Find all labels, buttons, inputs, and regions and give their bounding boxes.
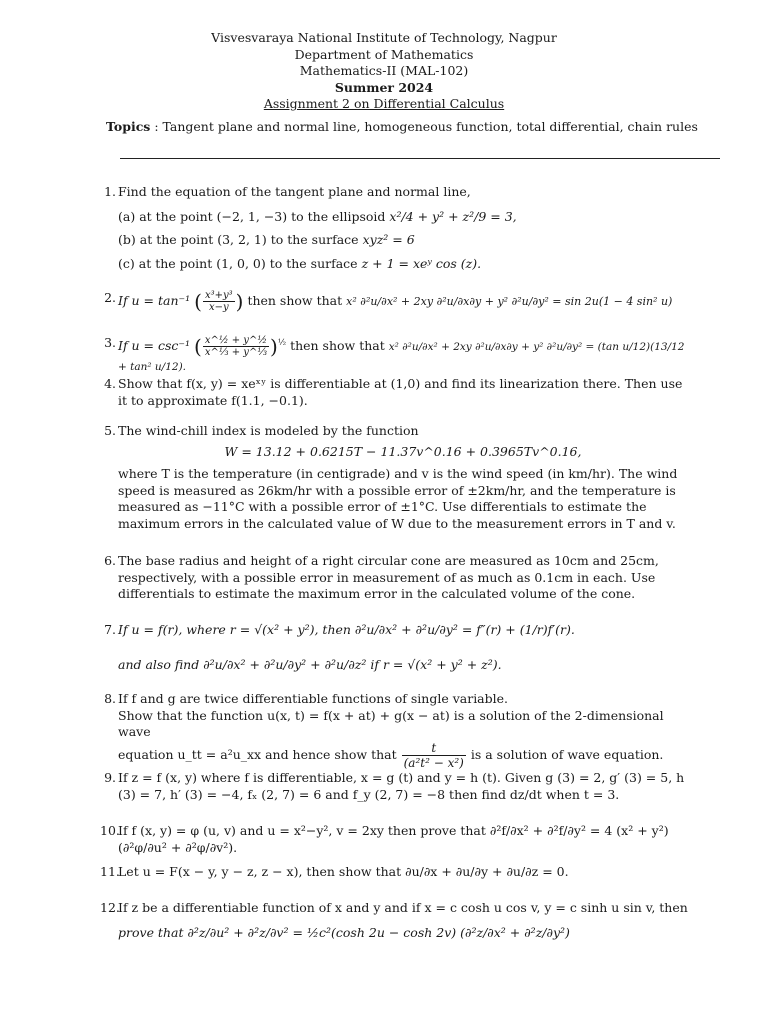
question-number: 7. [104, 622, 116, 637]
text-mid: then show that [247, 293, 343, 308]
horizontal-rule [120, 158, 720, 159]
sub-question-c [118, 256, 688, 273]
question-text: Let u = F(x − y, y − z, z − x), then show that ∂u/∂x + ∂u/∂y + ∂u/∂z = 0. [118, 864, 569, 879]
sub-math: z + 1 = xeʸ cos (z). [361, 255, 482, 271]
question-number: 9. [104, 770, 116, 785]
question-text [118, 741, 688, 770]
question-text: If u = f(r), where r = √(x² + y²), then ∂²u/∂x² + ∂²u/∂y² = f″(r) + (1/r)f′(r). [118, 622, 575, 637]
topics-label: Topics [106, 119, 151, 134]
sub-math: x²/4 + y² + z²/9 = 3, [389, 208, 517, 224]
topics-line [106, 119, 706, 134]
question-text: If u = tan⁻¹ ( $\frac{\text{x³+y³}}{x-y}$ ) then show that x² ∂²u/∂x² + 2xy ∂²u/∂x∂y + y² ∂²u/∂y² = sin 2u(1 − 4 sin² u) [118, 289, 673, 314]
sub-text: at the point (−2, 1, −3) to the ellipsoid [139, 208, 386, 224]
fraction-numerator: t [402, 741, 466, 756]
topics-text: : Tangent plane and normal line, homogeneous function, total differential, chain rules [154, 119, 698, 134]
fraction-denominator: x^⅓ + y^⅓ [204, 347, 268, 358]
sub-label: (c) [118, 255, 135, 271]
question-number: 11. [100, 864, 120, 879]
question-number: 1. [104, 184, 116, 199]
question-text: prove that ∂²z/∂u² + ∂²z/∂v² = ½c²(cosh 2u − cosh 2v) (∂²z/∂x² + ∂²z/∂y²) [118, 924, 570, 940]
sub-math: xyz² = 6 [362, 232, 415, 247]
fraction-denominator: x−y [208, 302, 229, 313]
text-part: equation u_tt = a²u_xx and hence show that [118, 746, 397, 762]
question-number: 12. [100, 900, 120, 915]
question-text: If u = csc⁻¹ ( $\frac{\text{x\textasciicircum{}½ + y\textasciicircum{}½}}{\text{x\textasciicircum{}⅓ + y\textasciicircum{}⅓}}$ )$^{\frac{1}{2}}$ then show that x² ∂²u/∂x² + 2xy ∂²u/∂x∂y + y² ∂²u/∂y² = (tan u/12)(13/12 + tan² u/12). [118, 334, 685, 373]
question-text: The wind-chill index is modeled by the function [118, 423, 419, 438]
sub-text: at the point (3, 2, 1) to the surface [139, 232, 359, 247]
question-text: The base radius and height of a right circular cone are measured as 10cm and 25cm, respectively, with a possible error in measurement of as much as 0.1cm in each. Use differentials to estimate the maximum error in the calculated volume of the cone. [118, 553, 659, 601]
math-lead: If u = csc⁻¹ [118, 338, 191, 353]
term: Summer 2024 [334, 79, 434, 95]
sub-label: (b) [118, 232, 136, 247]
math-rhs: x² ∂²u/∂x² + 2xy ∂²u/∂x∂y + y² ∂²u/∂y² = sin 2u(1 − 4 sin² u) [346, 295, 673, 308]
question-number: 6. [104, 553, 116, 568]
wind-chill-formula: W = 13.12 + 0.6215T − 11.37v^0.16 + 0.3965Tv^0.16, [224, 443, 582, 459]
question-number: 2. [104, 290, 116, 305]
question-text: where T is the temperature (in centigrade) and v is the wind speed (in km/hr). The wind speed is measured as 26km/hr with a possible error of ±2km/hr, and the temperature is measured as −11°C with a possible error of ±1°C. Use differentials to estimate the maximum errors in the calculated value of W due to the measurement errors in T and v. [118, 466, 678, 531]
math-lead: If u = tan⁻¹ [118, 293, 191, 308]
question-text: If z be a differentiable function of x and y and if x = c cosh u cos v, y = c sinh u sin v, then [118, 900, 688, 915]
course-name: Mathematics-II (MAL-102) [299, 63, 469, 79]
exponent: ½ [277, 337, 287, 348]
question-text: If z = f (x, y) where f is differentiable, x = g (t) and y = h (t). Given g (3) = 2, g′ (3) = 5, h (3) = 7, h′ (3) = −4, fₓ (2, 7) = 6 and f_y (2, 7) = −8 then find dz/dt when t = 3. [118, 770, 685, 802]
sub-question-a [118, 209, 688, 226]
question-number: 3. [104, 335, 116, 350]
fraction-denominator: (a²t² − x²) [403, 755, 464, 770]
question-text: Show that f(x, y) = xeˣʸ is differentiable at (1,0) and find its linearization there. Then use it to approximate f(1.1, −0.1). [118, 376, 683, 408]
question-text: Find the equation of the tangent plane and normal line, [118, 184, 471, 199]
fraction-numerator: x³+y³ [204, 290, 233, 301]
question-number: 8. [104, 691, 116, 706]
assignment-title: Assignment 2 on Differential Calculus [263, 96, 505, 112]
department-name: Department of Mathematics [294, 46, 474, 62]
question-text: If f and g are twice differentiable functions of single variable. [118, 691, 509, 706]
question-text: If f (x, y) = φ (u, v) and u = x²−y², v = 2xy then prove that ∂²f/∂x² + ∂²f/∂y² = 4 (x² + y²) (∂²φ/∂u² + ∂²φ/∂v²). [118, 823, 669, 855]
fraction-numerator: x^½ + y^½ [204, 335, 268, 346]
math-rhs: x² ∂²u/∂x² + 2xy ∂²u/∂x∂y + y² ∂²u/∂y² = (tan u/12)(13/12 + tan² u/12). [118, 341, 685, 373]
text-mid: then show that [290, 338, 385, 353]
question-number: 10. [100, 823, 120, 838]
question-text: Show that the function u(x, t) = f(x + at) + g(x − at) is a solution of the 2-dimensional wave [118, 707, 664, 739]
sub-label: (a) [118, 208, 136, 224]
sub-question-b [118, 232, 688, 249]
document-header [0, 30, 768, 113]
sub-text: at the point (1, 0, 0) to the surface [138, 255, 358, 271]
text-part: is a solution of wave equation. [470, 746, 664, 762]
institute-name: Visvesvaraya National Institute of Technology, Nagpur [211, 30, 557, 45]
question-number: 5. [104, 423, 116, 438]
question-number: 4. [104, 376, 116, 391]
question-text: and also find ∂²u/∂x² + ∂²u/∂y² + ∂²u/∂z² if r = √(x² + y² + z²). [118, 656, 502, 672]
